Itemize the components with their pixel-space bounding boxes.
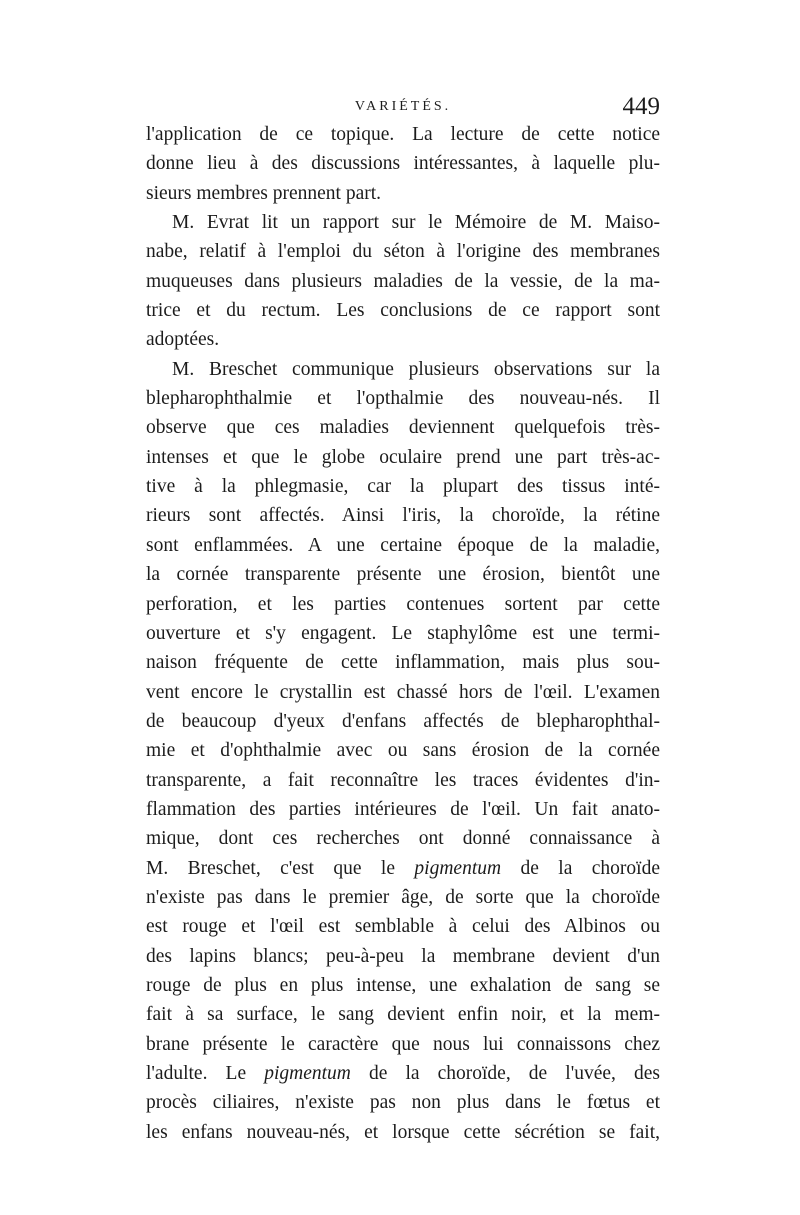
text-run: M. Breschet, c'est que le xyxy=(146,857,415,879)
text-run: l'adulte. Le xyxy=(146,1063,265,1084)
text-line: muqueuses dans plusieurs maladies de la vessie, de la ma- xyxy=(146,270,660,292)
text-line: tive à la phlegmasie, car la plupart des tissus inté- xyxy=(146,476,660,498)
text-line: sieurs membres prennent part. xyxy=(146,182,382,204)
text-line: est rouge et l'œil est semblable à celui des Albinos ou xyxy=(146,916,660,938)
text-line: l'application de ce topique. La lecture de cette notice xyxy=(146,124,660,145)
text-line: la cornée transparente présente une érosion, bientôt une xyxy=(146,564,660,586)
text-line: transparente, a fait reconnaître les traces évidentes d'in- xyxy=(146,769,660,791)
text-run: de la choroïde, de l'uvée, des xyxy=(350,1063,660,1084)
text-line: vent encore le crystallin est chassé hors de l'œil. L'examen xyxy=(146,681,660,703)
text-line: mique, dont ces recherches ont donné connaissance à xyxy=(146,828,660,850)
text-line: rouge de plus en plus intense, une exhalation de sang se xyxy=(146,974,660,996)
text-line xyxy=(146,854,660,883)
page-number: 449 xyxy=(622,93,660,120)
text-line: blepharophthalmie et l'opthalmie des nouveau-nés. Il xyxy=(146,388,660,410)
text-line: de beaucoup d'yeux d'enfans affectés de blepharophthal- xyxy=(146,710,660,732)
text-line: brane présente le caractère que nous lui connaissons chez xyxy=(146,1033,660,1055)
text-line: trice et du rectum. Les conclusions de ce rapport sont xyxy=(146,300,660,322)
text-line: ouverture et s'y engagent. Le staphylôme est une termi- xyxy=(146,622,660,644)
text-line: nabe, relatif à l'emploi du séton à l'origine des membranes xyxy=(146,241,660,263)
text-line: observe que ces maladies deviennent quelquefois très- xyxy=(146,417,660,439)
text-line: adoptées. xyxy=(146,329,220,351)
text-line: sont enflammées. A une certaine époque de la maladie, xyxy=(146,534,660,556)
italic-term: pigmentum xyxy=(414,857,502,879)
text-line: M. Breschet communique plusieurs observations sur la xyxy=(172,358,660,380)
text-line: n'existe pas dans le premier âge, de sorte que la choroïde xyxy=(146,886,660,908)
text-line: donne lieu à des discussions intéressantes, à laquelle plu- xyxy=(146,153,660,175)
text-line: naison fréquente de cette inflammation, mais plus sou- xyxy=(146,652,660,674)
text-line xyxy=(146,1059,660,1088)
text-line: procès ciliaires, n'existe pas non plus dans le fœtus et xyxy=(146,1092,660,1114)
text-line: M. Evrat lit un rapport sur le Mémoire de M. Maiso- xyxy=(172,212,660,234)
italic-term: pigmentum xyxy=(264,1063,351,1084)
text-run: de la choroïde xyxy=(501,857,661,879)
text-line: perforation, et les parties contenues sortent par cette xyxy=(146,593,660,615)
text-line: mie et d'ophthalmie avec ou sans érosion de la cornée xyxy=(146,740,660,762)
text-line: les enfans nouveau-nés, et lorsque cette sécrétion se fait, xyxy=(146,1121,660,1143)
text-line: fait à sa surface, le sang devient enfin noir, et la mem- xyxy=(146,1004,660,1026)
running-title: VARIÉTÉS. xyxy=(354,99,452,114)
text-line: flammation des parties intérieures de l'œil. Un fait anato- xyxy=(146,798,660,820)
body-text xyxy=(146,120,660,1147)
text-line: rieurs sont affectés. Ainsi l'iris, la choroïde, la rétine xyxy=(146,505,660,527)
text-line: intenses et que le globe oculaire prend une part très-ac- xyxy=(146,446,660,468)
text-line: des lapins blancs; peu-à-peu la membrane devient d'un xyxy=(146,945,660,967)
running-head xyxy=(146,93,660,123)
